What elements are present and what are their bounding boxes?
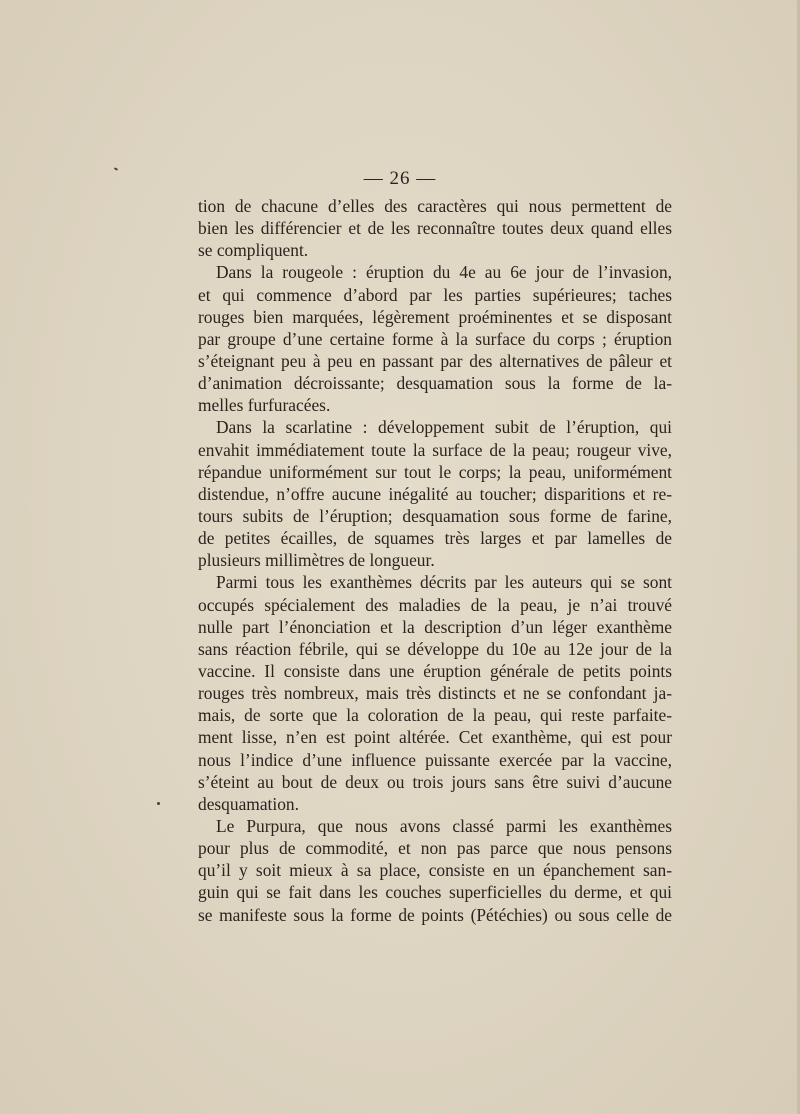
text-line: Dans la scarlatine : développement subit de l’éruption, qui xyxy=(216,417,672,438)
text-line: mais, de sorte que la coloration de la peau, qui reste parfaite- xyxy=(198,705,672,726)
text-line: melles furfuracées. xyxy=(198,395,331,416)
text-line: s’éteignant peu à peu en passant par des alternatives de pâleur et xyxy=(198,350,672,371)
text-line: ment lisse, n’en est point altérée. Cet exanthème, qui est pour xyxy=(198,727,672,748)
text-line: par groupe d’une certaine forme à la surface du corps ; éruption xyxy=(198,328,672,349)
body-text xyxy=(198,195,672,926)
text-line: de petites écailles, de squames très larges et par lamelles de xyxy=(198,528,672,549)
text-line: rouges très nombreux, mais très distincts et ne se confondant ja- xyxy=(198,683,672,704)
text-line: nulle part l’énonciation et la description d’un léger exanthème xyxy=(198,616,672,637)
text-line: nous l’indice d’une influence puissante exercée par la vaccine, xyxy=(198,749,672,770)
text-line: Le Purpura, que nous avons classé parmi les exanthèmes xyxy=(216,815,672,836)
text-line: tion de chacune d’elles des caractères qui nous permettent de xyxy=(198,196,672,216)
text-line: vaccine. Il consiste dans une éruption générale de petits points xyxy=(198,660,672,681)
text-line: desquamation. xyxy=(198,793,299,814)
page-number: — 26 — xyxy=(363,168,437,189)
text-line: se manifeste sous la forme de points (Pétéchies) ou sous celle de xyxy=(198,904,672,925)
text-line: envahit immédiatement toute la surface de la peau; rougeur vive, xyxy=(198,439,672,460)
text-line: distendue, n’offre aucune inégalité au toucher; disparitions et re- xyxy=(198,483,672,504)
text-line: rouges bien marquées, légèrement proéminentes et se disposant xyxy=(198,306,672,327)
text-line: sans réaction fébrile, qui se développe du 10e au 12e jour de la xyxy=(198,638,672,659)
text-line: bien les différencier et de les reconnaître toutes deux quand elles xyxy=(198,218,672,239)
text-line: répandue uniformément sur tout le corps; la peau, uniformément xyxy=(198,461,672,482)
text-line: tours subits de l’éruption; desquamation sous forme de farine, xyxy=(198,505,672,526)
text-line: s’éteint au bout de deux ou trois jours sans être suivi d’aucune xyxy=(198,771,672,792)
text-line: d’animation décroissante; desquamation sous la forme de la- xyxy=(198,373,672,394)
text-line: et qui commence d’abord par les parties supérieures; taches xyxy=(198,284,672,305)
text-line: se compliquent. xyxy=(198,240,309,261)
text-line: plusieurs millimètres de longueur. xyxy=(198,550,435,571)
text-line: pour plus de commodité, et non pas parce que nous pensons xyxy=(198,838,672,859)
text-line: occupés spécialement des maladies de la peau, je n’ai trouvé xyxy=(198,594,672,615)
speck-mark xyxy=(157,802,160,805)
text-line: Dans la rougeole : éruption du 4e au 6e jour de l’invasion, xyxy=(216,262,672,283)
text-line: qu’il y soit mieux à sa place, consiste en un épanchement san- xyxy=(198,860,672,881)
text-line: guin qui se fait dans les couches superficielles du derme, et qui xyxy=(198,882,672,903)
text-line: Parmi tous les exanthèmes décrits par les auteurs qui se sont xyxy=(216,572,672,593)
